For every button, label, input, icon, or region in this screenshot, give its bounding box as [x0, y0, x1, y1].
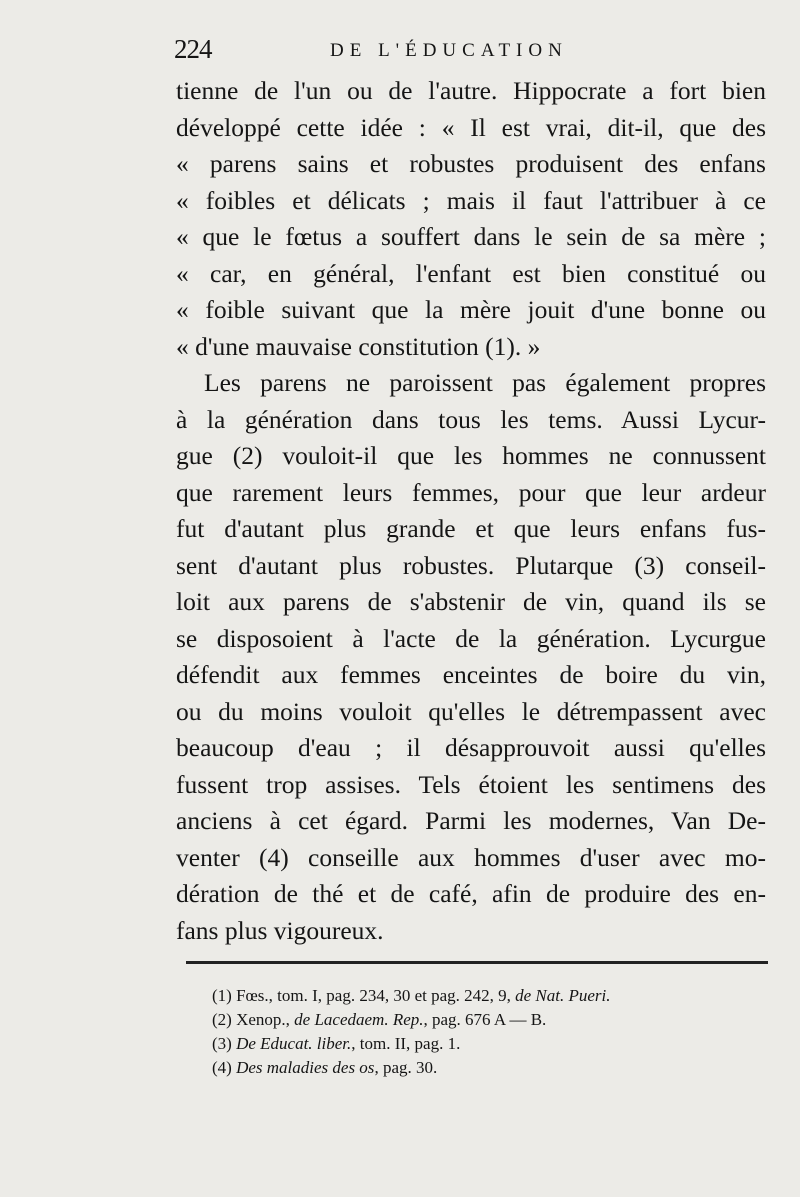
text-line: venter (4) conseille aux hommes d'user avec mo-	[176, 842, 766, 872]
text-line: gue (2) vouloit-il que les hommes ne connussent	[176, 441, 766, 470]
text-line: « foibles et délicats ; mais il faut l'attribuer à ce	[176, 185, 766, 215]
text-line: beaucoup d'eau ; il désapprouvoit aussi qu'elles	[176, 733, 766, 762]
footnote-italic: De Educat. liber.	[236, 1034, 352, 1053]
text-line: défendit aux femmes enceintes de boire du vin,	[176, 660, 766, 689]
text-line: sent d'autant plus robustes. Plutarque (3) conseil-	[176, 550, 766, 580]
text-line: fussent trop assises. Tels étoient les sentimens des	[176, 769, 766, 799]
text-line: « foible suivant que la mère jouit d'une bonne ou	[176, 295, 766, 324]
footnote-text: (2) Xenop.,	[212, 1010, 295, 1029]
footnotes	[212, 984, 772, 1080]
footnote-text: , tom. II, pag. 1.	[351, 1034, 461, 1053]
body-text	[176, 73, 766, 949]
page-number: 224	[174, 34, 212, 64]
footnote-italic: de Nat. Pueri.	[515, 986, 611, 1005]
footnote-italic: Des maladies des os	[236, 1058, 375, 1077]
footnote-italic: de Lacedaem. Rep.	[294, 1010, 424, 1029]
text-line: que rarement leurs femmes, pour que leur ardeur	[176, 477, 766, 507]
text-line: loit aux parens de s'abstenir de vin, quand ils se	[176, 587, 766, 616]
footnote-text: (3)	[212, 1034, 237, 1053]
text-line: développé cette idée : « Il est vrai, dit-il, que des	[176, 112, 766, 142]
text-line: se disposoient à l'acte de la génération. Lycurgue	[176, 623, 766, 653]
footnote-2	[212, 1008, 772, 1032]
footnote-text: (4)	[212, 1058, 237, 1077]
text-line: anciens à cet égard. Parmi les modernes, Van De-	[176, 806, 766, 835]
footnote-4	[212, 1056, 772, 1080]
text-line: « car, en général, l'enfant est bien constitué ou	[176, 258, 766, 288]
running-title: DE L'ÉDUCATION	[330, 40, 568, 61]
footnote-text: (1) Fœs., tom. I, pag. 234, 30 et pag. 242, 9,	[212, 986, 516, 1005]
text-line: « d'une mauvaise constitution (1). »	[176, 331, 541, 361]
text-line: dération de thé et de café, afin de produire des en-	[176, 879, 766, 908]
text-line: tienne de l'un ou de l'autre. Hippocrate a fort bien	[176, 76, 766, 105]
text-line: ou du moins vouloit qu'elles le détrempassent avec	[176, 696, 766, 726]
text-line: à la génération dans tous les tems. Aussi Lycur-	[176, 404, 766, 434]
footnote-text: , pag. 676 A — B.	[423, 1010, 547, 1029]
footnote-3	[212, 1032, 772, 1056]
text-line: Les parens ne paroissent pas également propres	[204, 368, 766, 397]
footnote-1	[212, 984, 772, 1008]
text-line: fans plus vigoureux.	[176, 915, 384, 945]
text-line: « que le fœtus a souffert dans le sein de sa mère ;	[176, 222, 766, 251]
page-header	[174, 30, 774, 70]
footnote-text: , pag. 30.	[374, 1058, 438, 1077]
text-line: « parens sains et robustes produisent des enfans	[176, 149, 766, 178]
text-line: fut d'autant plus grande et que leurs enfans fus-	[176, 514, 766, 543]
footnote-rule	[186, 961, 768, 964]
